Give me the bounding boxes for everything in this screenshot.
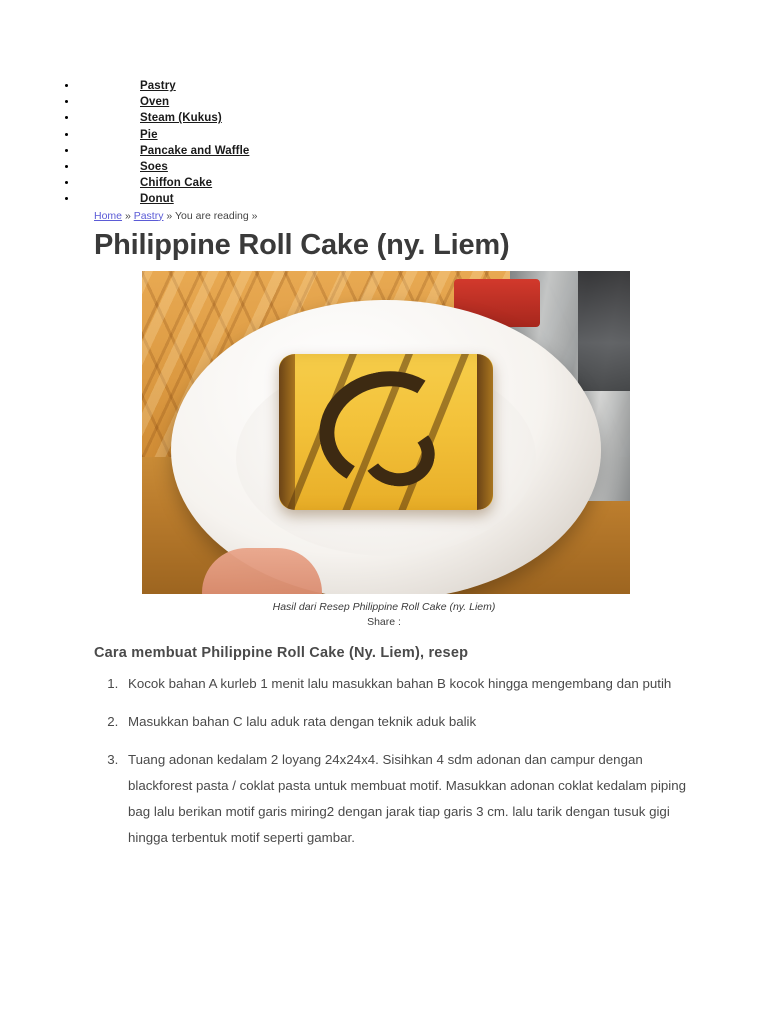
share-label: Share : [367, 615, 401, 628]
recipe-step: 3. Tuang adonan kedalam 2 loyang 24x24x4. Sisihkan 4 sdm adonan dan campur dengan blackforest pasta / coklat pasta untuk membuat motif. Masukkan adonan coklat kedalam piping bag lalu berikan motif garis miring2 dengan jarak tiap garis 3 cm. lalu tarik dengan tusuk gigi hingga terbentuk motif seperti gambar. [122, 747, 708, 851]
nav-link-pastry[interactable]: Pastry [140, 80, 176, 92]
recipe-step: 1. Kocok bahan A kurleb 1 menit lalu masukkan bahan B kocok hingga mengembang dan putih [122, 671, 708, 697]
nav-link-oven[interactable]: Oven [140, 96, 170, 109]
recipe-steps [94, 671, 708, 851]
recipe-step: 2. Masukkan bahan C lalu aduk rata dengan teknik aduk balik [122, 709, 708, 735]
breadcrumb-separator-1: » [124, 209, 131, 222]
nav-item[interactable] [78, 143, 708, 159]
section-heading: Cara membuat Philippine Roll Cake (Ny. Liem), resep [94, 644, 469, 661]
nav-item[interactable] [78, 175, 708, 191]
breadcrumb-separator-2: » [166, 209, 173, 222]
nav-item[interactable] [78, 78, 708, 94]
photo-caption: Hasil dari Resep Philippine Roll Cake (ny. Liem) [272, 600, 496, 613]
breadcrumb-current: You are reading » [174, 209, 258, 222]
nav-item[interactable] [78, 191, 708, 207]
category-nav [60, 78, 708, 208]
nav-item[interactable] [78, 127, 708, 143]
nav-item[interactable] [78, 94, 708, 110]
photo-roll-crust-left [279, 354, 295, 510]
nav-link-steam-kukus[interactable]: Steam (Kukus) [140, 112, 222, 125]
photo-roll-crust-right [477, 354, 493, 510]
breadcrumb [94, 209, 708, 223]
photo-illustration [142, 271, 630, 594]
photo-dark-object [578, 271, 630, 391]
nav-link-chiffon-cake[interactable]: Chiffon Cake [140, 177, 213, 190]
nav-link-soes[interactable]: Soes [140, 161, 168, 174]
photo-roll-cake [279, 354, 493, 510]
breadcrumb-home[interactable]: Home [94, 209, 123, 222]
nav-link-donut[interactable]: Donut [140, 193, 174, 206]
recipe-photo [142, 271, 630, 594]
breadcrumb-category[interactable]: Pastry [133, 209, 164, 222]
page-title: Philippine Roll Cake (ny. Liem) [94, 228, 510, 261]
nav-item[interactable] [78, 110, 708, 126]
nav-item[interactable] [78, 159, 708, 175]
nav-link-pie[interactable]: Pie [140, 128, 158, 141]
nav-link-pancake-and-waffle[interactable]: Pancake and Waffle [140, 144, 250, 157]
